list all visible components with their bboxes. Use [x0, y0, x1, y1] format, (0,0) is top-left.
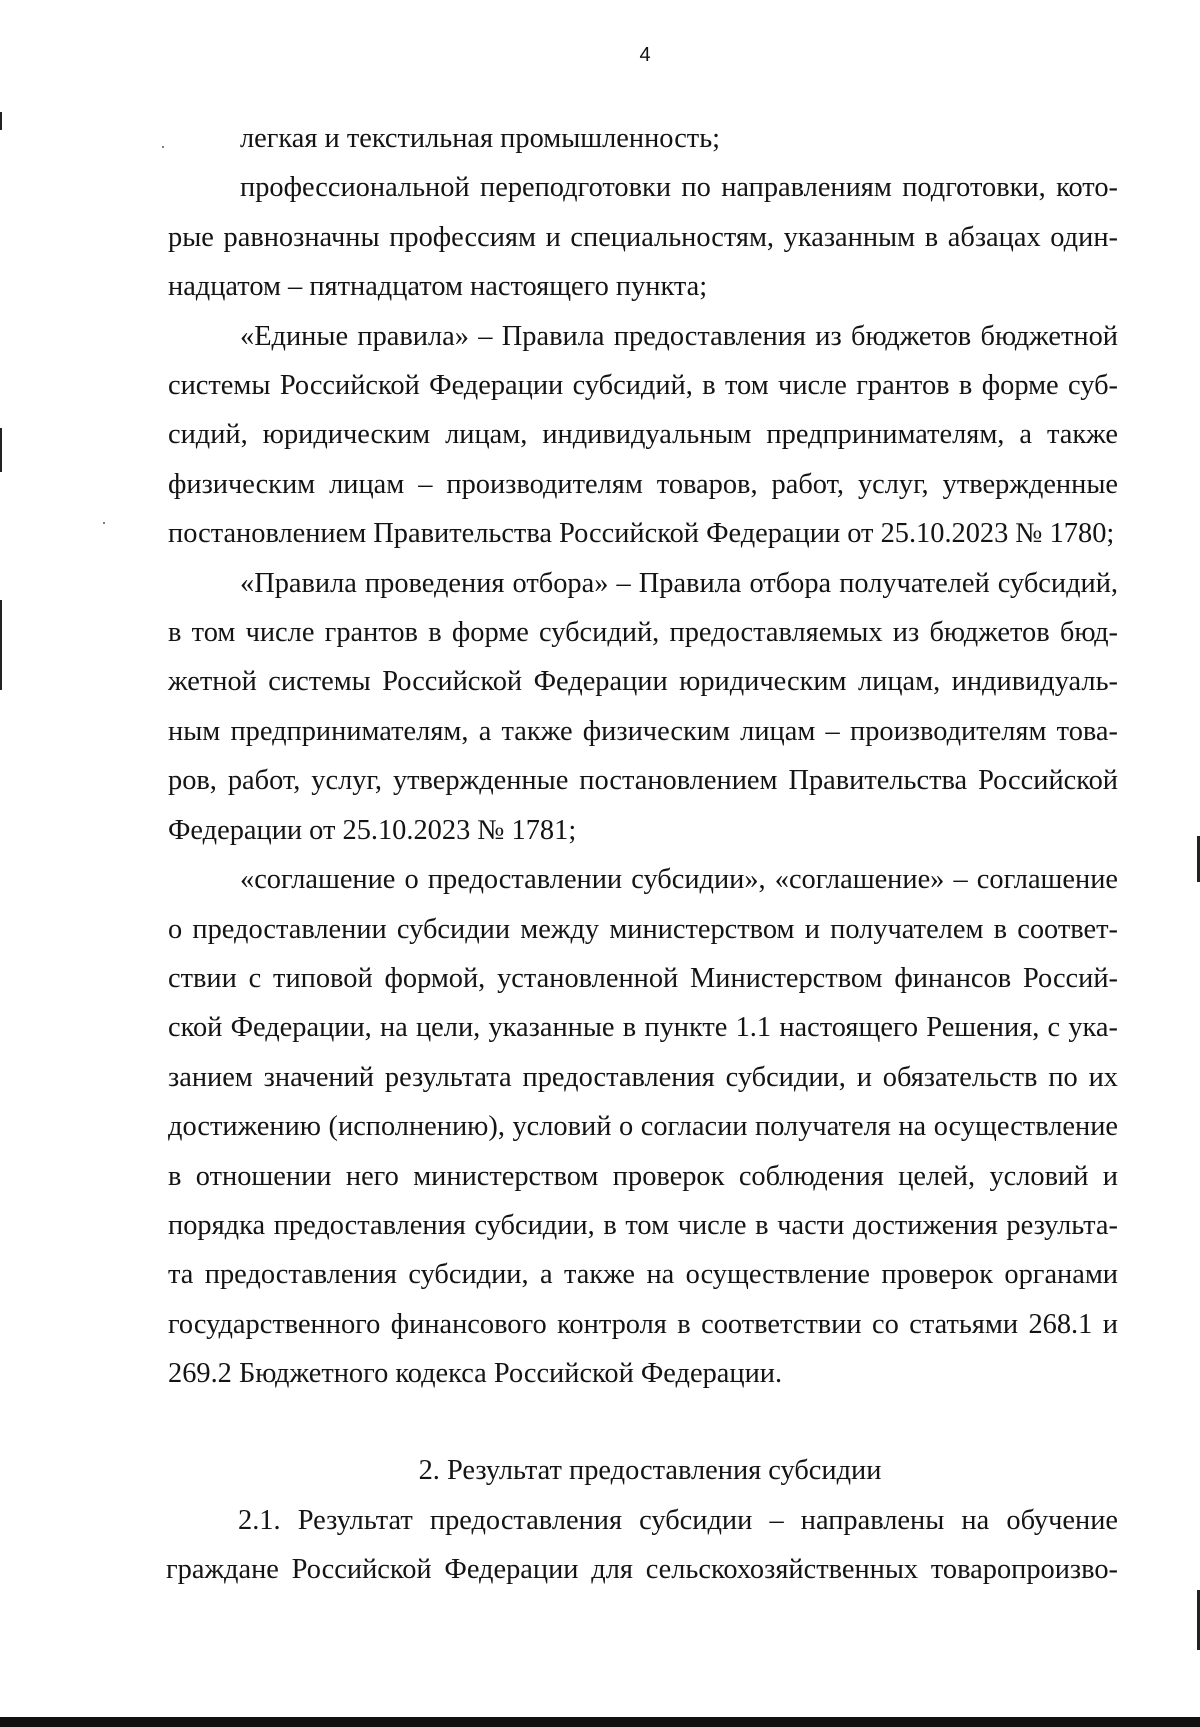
section-heading: 2. Результат предоставления субсидии [418, 1455, 882, 1486]
paragraph-industry-item: легкая и текстильная промышленность; [240, 123, 721, 154]
scan-bottom-edge [0, 1717, 1200, 1727]
paragraph-retraining: профессиональной переподготовки по направлениям подготовки, которые равнозначны профессиям и специальностям, указанным в абзацах одиннадцатом – пятнадцатом настоящего пункта; [168, 172, 1118, 303]
scan-edge-mark-left-3 [0, 600, 2, 690]
scan-edge-mark-left-2 [0, 428, 2, 472]
paragraph-selection-rules: «Правила проведения отбора» – Правила отбора получателей субсидий, в том числе грантов в форме субсидий, предоставляемых из бюджетов бюджетной системы Российской Федерации юридическим лицам, индивидуальным предпринимателям, а также физическим лицам – производителям товаров, работ, услуг, утвержденные постановлением Правительства Российской Федерации от 25.10.2023 № 1781; [168, 567, 1118, 846]
paragraph-result: 2.1. Результат предоставления субсидии – направлены на обучение граждане Российской Федерации для сельскохозяйственных товаропроизво- [166, 1505, 1118, 1586]
paragraph-agreement: «соглашение о предоставлении субсидии», «соглашение» – соглашение о предоставлении субсидии между министерством и получателем в соответствии с типовой формой, установленной Министерством финансов Российской Федерации, на цели, указанные в пункте 1.1 настоящего Решения, с указанием значений результата предоставления субсидии, и обязательств по их достижению (исполнению), условий о согласии получателя на осуществление в отношении него министерством проверок соблюдения целей, условий и порядка предоставления субсидии, в том числе в части достижения результата предоставления субсидии, а также на осуществление проверок органами государственного финансового контроля в соответствии со статьями 268.1 и 269.2 Бюджетного кодекса Российской Федерации. [168, 864, 1118, 1390]
page-number: 4 [639, 44, 651, 66]
section-body [166, 1496, 1118, 1595]
scan-speck-2 [103, 522, 105, 524]
scan-speck-1 [162, 146, 164, 148]
document-body [168, 114, 1118, 1399]
scan-edge-mark-left-1 [0, 112, 2, 130]
paragraph-unified-rules: «Единые правила» – Правила предоставления из бюджетов бюджетной системы Российской Федерации субсидий, в том числе грантов в форме субсидий, юридическим лицам, индивидуальным предпринимателям, а также физическим лицам – производителям товаров, работ, услуг, утвержденные постановлением Правительства Российской Федерации от 25.10.2023 № 1780; [168, 320, 1118, 550]
